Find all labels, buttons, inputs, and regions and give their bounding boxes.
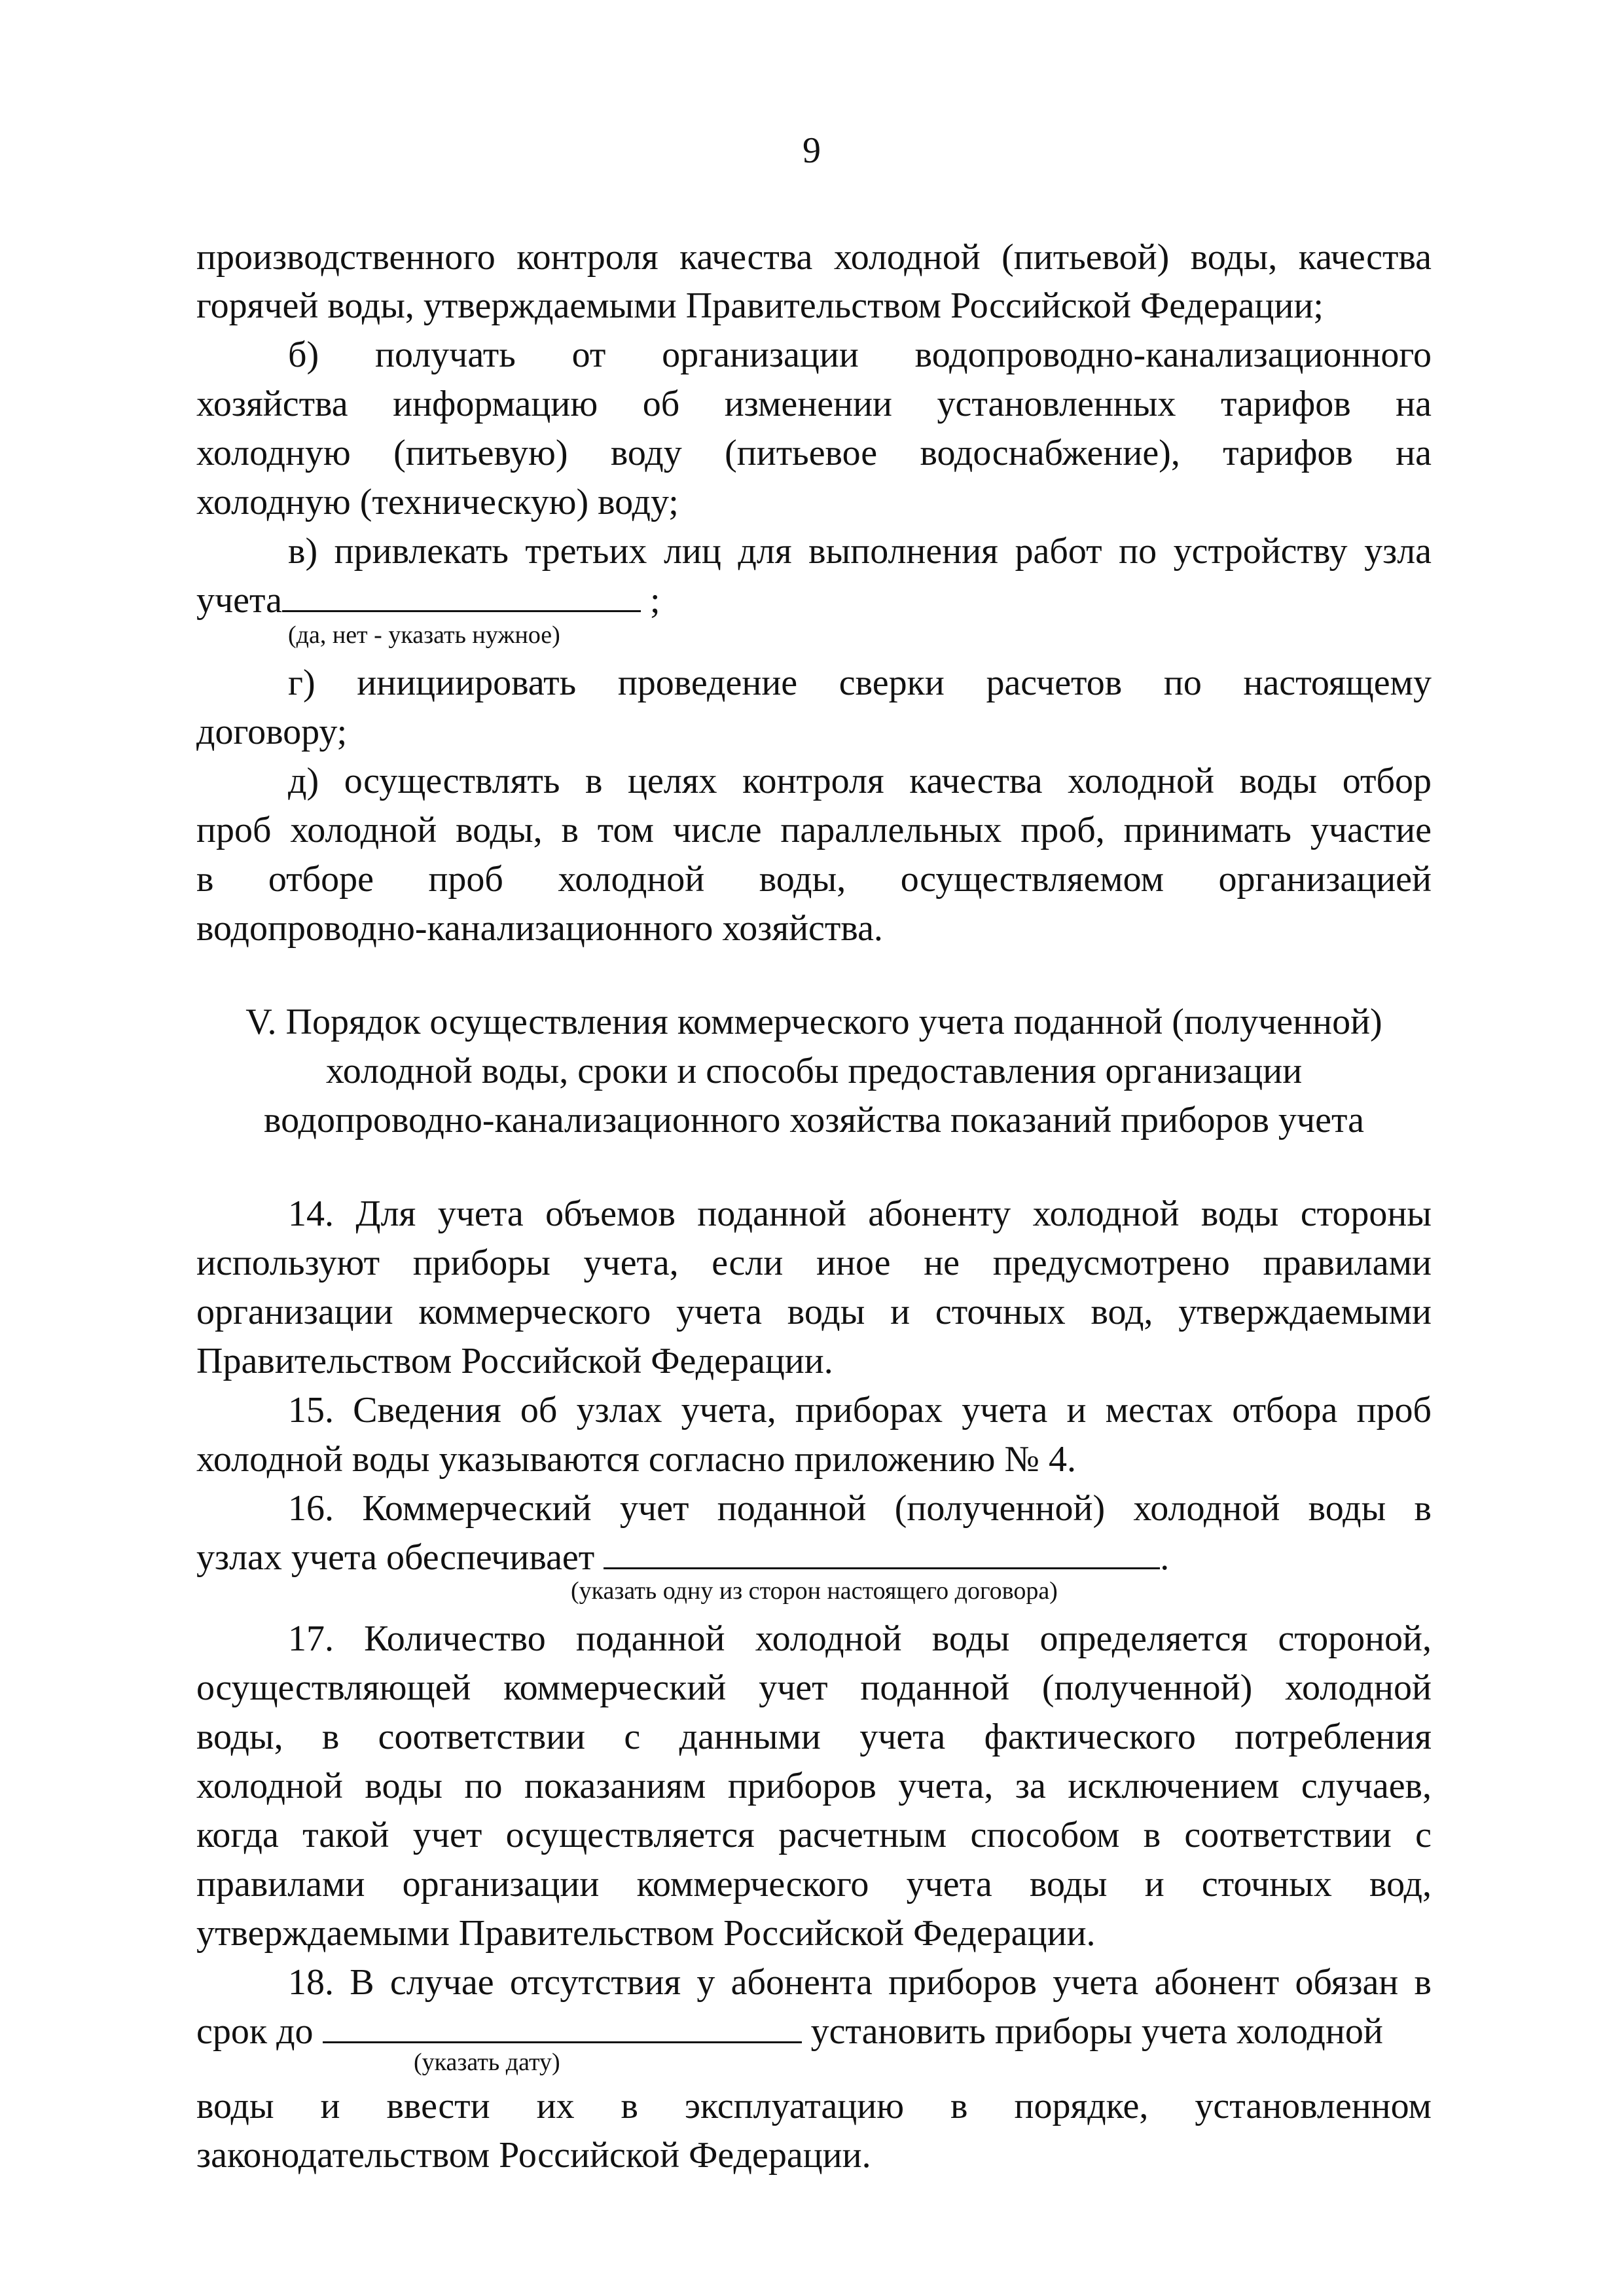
text-line: водопроводно-канализационного хозяйства. bbox=[196, 908, 883, 949]
text-line: в отборе проб холодной воды, осуществляемом организацией bbox=[196, 859, 1432, 900]
section-heading: водопроводно-канализационного хозяйства показаний приборов учета bbox=[264, 1100, 1364, 1140]
text-fragment: учета bbox=[196, 580, 283, 621]
list-item-d: д) осуществлять в целях контроля качества холодной воды отбор bbox=[288, 761, 1432, 801]
list-item-b: б) получать от организации водопроводно-канализационного bbox=[288, 335, 1432, 375]
text-line: воды, в соответствии с данными учета фактического потребления bbox=[196, 1717, 1432, 1757]
text-line: производственного контроля качества холодной (питьевой) воды, качества bbox=[196, 237, 1432, 278]
text-fragment: установить приборы учета холодной bbox=[810, 2011, 1383, 2052]
paragraph-16: 16. Коммерческий учет поданной (полученной) холодной воды в bbox=[288, 1488, 1432, 1529]
text-line: холодной воды по показаниям приборов учета, за исключением случаев, bbox=[196, 1766, 1432, 1806]
field-hint: (указать дату) bbox=[414, 2049, 560, 2076]
paragraph-18: 18. В случае отсутствия у абонента приборов учета абонент обязан в bbox=[288, 1962, 1432, 2003]
section-heading: холодной воды, сроки и способы предоставления организации bbox=[325, 1051, 1303, 1091]
text-line: проб холодной воды, в том числе параллельных проб, принимать участие bbox=[196, 810, 1432, 850]
field-hint: (указать одну из сторон настоящего договора) bbox=[571, 1577, 1058, 1605]
field-hint: (да, нет - указать нужное) bbox=[288, 621, 560, 649]
text-fragment: срок до bbox=[196, 2011, 314, 2052]
text-line: осуществляющей коммерческий учет поданной (полученной) холодной bbox=[196, 1667, 1432, 1708]
section-heading: V. Порядок осуществления коммерческого учета поданной (полученной) bbox=[245, 1002, 1382, 1042]
text-line: холодную (питьевую) воду (питьевое водоснабжение), тарифов на bbox=[196, 433, 1432, 473]
blank-field[interactable] bbox=[282, 576, 641, 612]
text-line: Правительством Российской Федерации. bbox=[196, 1341, 833, 1381]
list-item-g: г) инициировать проведение сверки расчетов по настоящему bbox=[288, 663, 1432, 703]
text-line: организации коммерческого учета воды и сточных вод, утверждаемыми bbox=[196, 1292, 1432, 1332]
text-line: горячей воды, утверждаемыми Правительством Российской Федерации; bbox=[196, 285, 1324, 326]
text-line: утверждаемыми Правительством Российской Федерации. bbox=[196, 1913, 1096, 1954]
text-line: когда такой учет осуществляется расчетным способом в соответствии с bbox=[196, 1815, 1432, 1855]
text-line: договору; bbox=[196, 712, 348, 752]
fill-in-line bbox=[196, 1533, 1432, 1582]
text-line: законодательством Российской Федерации. bbox=[196, 2135, 871, 2176]
paragraph-15: 15. Сведения об узлах учета, приборах учета и местах отбора проб bbox=[288, 1390, 1432, 1430]
paragraph-17: 17. Количество поданной холодной воды определяется стороной, bbox=[288, 1618, 1432, 1659]
blank-field[interactable] bbox=[323, 2007, 802, 2043]
text-line: хозяйства информацию об изменении установленных тарифов на bbox=[196, 384, 1432, 424]
text-line: правилами организации коммерческого учета воды и сточных вод, bbox=[196, 1864, 1432, 1904]
paragraph-14: 14. Для учета объемов поданной абоненту холодной воды стороны bbox=[288, 1194, 1432, 1234]
page-number: 9 bbox=[803, 130, 821, 171]
text-line: используют приборы учета, если иное не предусмотрено правилами bbox=[196, 1243, 1432, 1283]
fill-in-line bbox=[196, 2007, 1432, 2056]
text-fragment: ; bbox=[650, 580, 660, 621]
text-line: воды и ввести их в эксплуатацию в порядке, установленном bbox=[196, 2086, 1432, 2126]
text-fragment: . bbox=[1160, 1537, 1170, 1578]
text-line: холодную (техническую) воду; bbox=[196, 482, 679, 522]
text-fragment: узлах учета обеспечивает bbox=[196, 1537, 595, 1578]
fill-in-line bbox=[196, 576, 1432, 625]
list-item-v: в) привлекать третьих лиц для выполнения работ по устройству узла bbox=[288, 531, 1432, 572]
blank-field[interactable] bbox=[604, 1533, 1160, 1569]
text-line: холодной воды указываются согласно приложению № 4. bbox=[196, 1439, 1076, 1480]
